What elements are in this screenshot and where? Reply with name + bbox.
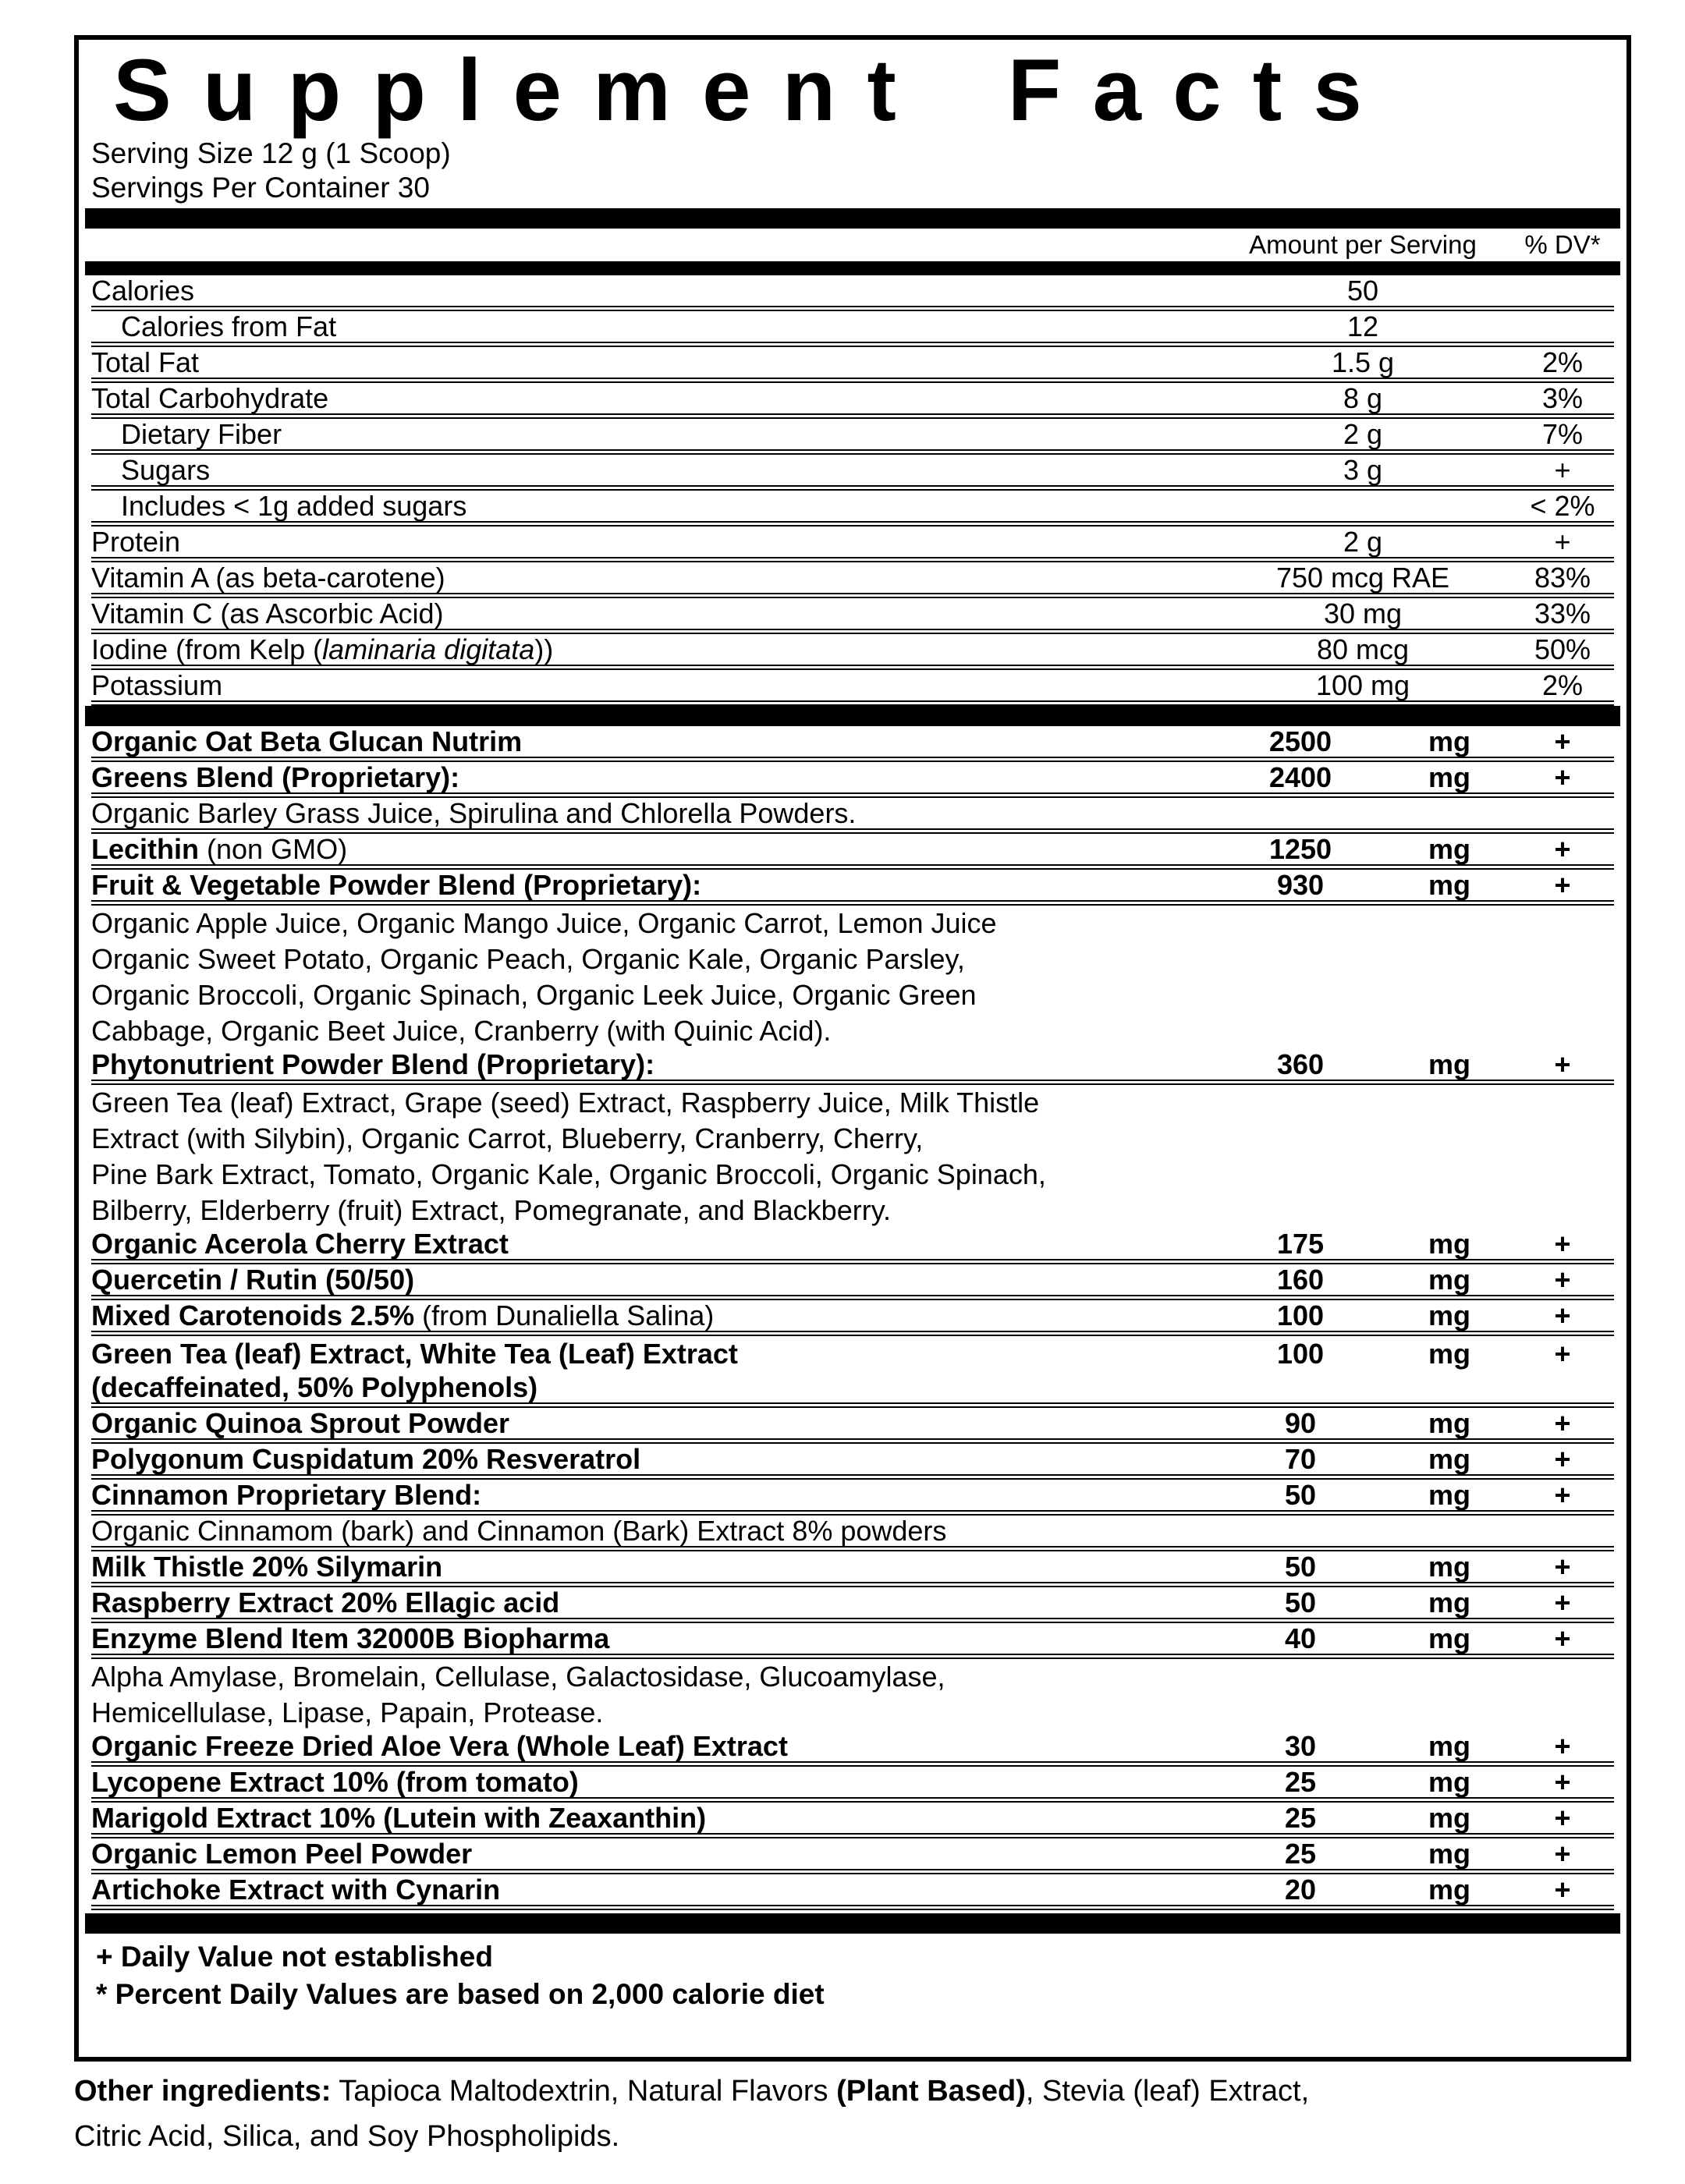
sub-ingredients: Organic Cinnamom (bark) and Cinnamon (Bark) Extract 8% powders (91, 1516, 1614, 1551)
ingredient-unit: mg (1428, 1838, 1470, 1870)
nutrient-name-text: )) (534, 633, 554, 665)
ingredient-unit: mg (1428, 833, 1470, 865)
footnotes (91, 1938, 1614, 2013)
nutrient-name (91, 634, 1215, 665)
ingredient-dv: + (1554, 1264, 1571, 1296)
ingredient-unit: mg (1428, 1479, 1470, 1511)
ingredient-name: Organic Acerola Cherry Extract (91, 1228, 509, 1260)
ingredient-amount: 50 (1284, 1551, 1317, 1583)
ingredient-unit: mg (1428, 1622, 1470, 1654)
nutrient-amount: 100 mg (1315, 669, 1410, 701)
nutrient-amount: 1.5 g (1331, 346, 1395, 378)
nutrient-dv: 2% (1541, 669, 1584, 701)
nutrient-dv (1511, 311, 1614, 342)
footnote-percent-dv: * Percent Daily Values are based on 2,000 calorie diet (96, 1978, 825, 2010)
ingredient-row (91, 1049, 1614, 1085)
sub-ingredients (91, 1085, 1614, 1228)
ingredient-row (91, 1336, 1614, 1372)
ingredient-amount: 930 (1276, 869, 1325, 901)
ingredient-amount: 40 (1284, 1622, 1317, 1654)
ingredient-dv: + (1554, 1802, 1571, 1834)
ingredient-row (91, 1803, 1614, 1838)
ingredient-dv: + (1554, 1838, 1571, 1870)
other-ingredients-line1 (74, 2069, 1478, 2114)
nutrient-amount (1215, 491, 1511, 521)
ingredient-name: Cinnamon Proprietary Blend: (91, 1479, 482, 1511)
ingredient-unit: mg (1428, 1048, 1470, 1080)
ingredient-name-bold: Mixed Carotenoids 2.5% (91, 1299, 415, 1331)
nutrient-dv (1511, 275, 1614, 306)
ingredient-unit: mg (1428, 1338, 1470, 1370)
ingredient-row (91, 1444, 1614, 1480)
sub-ingredients-line: Hemicellulase, Lipase, Papain, Protease. (91, 1696, 604, 1728)
ingredient-row (91, 1623, 1614, 1659)
ingredient-dv: + (1554, 1551, 1571, 1583)
nutrient-dv: < 2% (1530, 490, 1595, 522)
nutrient-row (91, 526, 1614, 562)
ingredient-name-note: (from Dunaliella Salina) (414, 1299, 715, 1331)
ingredient-dv: + (1554, 1622, 1571, 1654)
ingredient-name: Organic Freeze Dried Aloe Vera (Whole Leaf) Extract (91, 1730, 788, 1762)
ingredient-unit: mg (1428, 1264, 1470, 1296)
ingredient-row (91, 870, 1614, 906)
divider-bar (85, 706, 1620, 726)
ingredient-unit: mg (1428, 1407, 1470, 1439)
other-ingredients-label: Other ingredients: (74, 2075, 332, 2108)
nutrient-amount: 8 g (1343, 382, 1383, 414)
ingredient-name: Organic Quinoa Sprout Powder (91, 1407, 510, 1439)
sub-ingredients (91, 906, 1614, 1049)
ingredient-name-bold: Lecithin (91, 833, 200, 865)
ingredient-amount: 20 (1284, 1874, 1317, 1906)
footnote-dv-not-established: + Daily Value not established (96, 1941, 493, 1973)
sub-ingredients-line: Pine Bark Extract, Tomato, Organic Kale, Organic Broccoli, Organic Spinach, (91, 1158, 1046, 1190)
nutrient-name: Includes < 1g added sugars (121, 490, 467, 522)
sub-ingredients-line: Bilberry, Elderberry (fruit) Extract, Pomegranate, and Blackberry. (91, 1194, 892, 1226)
ingredient-name (91, 1300, 1191, 1331)
ingredient-row (91, 726, 1614, 762)
ingredient-dv: + (1554, 725, 1571, 757)
nutrient-amount: 3 g (1343, 454, 1383, 486)
sub-ingredients-line: Cabbage, Organic Beet Juice, Cranberry (with Quinic Acid). (91, 1015, 832, 1047)
ingredient-name (91, 834, 1191, 864)
ingredient-name: Green Tea (leaf) Extract, White Tea (Leaf) Extract (91, 1338, 738, 1370)
divider-bar (85, 1913, 1620, 1934)
nutrient-dv: + (1554, 526, 1571, 558)
ingredient-dv: + (1554, 833, 1571, 865)
ingredient-amount: 70 (1284, 1443, 1317, 1475)
ingredient-amount: 25 (1284, 1802, 1317, 1834)
ingredient-name: Greens Blend (Proprietary): (91, 761, 460, 793)
nutrient-row (91, 275, 1614, 311)
ingredient-row (91, 1767, 1614, 1803)
ingredient-name: Marigold Extract 10% (Lutein with Zeaxanthin) (91, 1802, 707, 1834)
nutrient-dv: 33% (1534, 597, 1591, 629)
ingredient-unit: mg (1428, 1299, 1470, 1331)
divider-bar (85, 208, 1620, 229)
nutrient-name-text: Iodine (from Kelp ( (91, 633, 323, 665)
nutrient-amount: 80 mcg (1316, 633, 1410, 665)
nutrient-row (91, 347, 1614, 383)
ingredient-name: Fruit & Vegetable Powder Blend (Proprietary): (91, 869, 702, 901)
nutrient-name: Vitamin C (as Ascorbic Acid) (91, 597, 444, 629)
ingredient-unit: mg (1428, 1730, 1470, 1762)
ingredient-row (91, 1480, 1614, 1516)
ingredient-dv: + (1554, 1338, 1571, 1370)
ingredient-name: Organic Oat Beta Glucan Nutrim (91, 725, 523, 757)
nutrient-row (91, 634, 1614, 670)
nutrient-name: Total Fat (91, 346, 200, 378)
nutrient-name: Calories from Fat (121, 310, 337, 342)
ingredient-dv: + (1554, 1407, 1571, 1439)
spacer (91, 229, 1215, 261)
ingredient-name-line2: (decaffeinated, 50% Polyphenols) (91, 1372, 1614, 1408)
nutrient-row (91, 670, 1614, 706)
sub-ingredients-line: Alpha Amylase, Bromelain, Cellulase, Galactosidase, Glucoamylase, (91, 1661, 945, 1693)
supplement-facts-panel (74, 35, 1631, 2062)
ingredient-name: Milk Thistle 20% Silymarin (91, 1551, 443, 1583)
ingredient-dv: + (1554, 1299, 1571, 1331)
nutrient-amount: 50 (1346, 275, 1379, 307)
ingredient-name: Organic Lemon Peel Powder (91, 1838, 473, 1870)
ingredient-name: Raspberry Extract 20% Ellagic acid (91, 1587, 560, 1618)
nutrient-name: Dietary Fiber (121, 418, 282, 450)
nutrient-dv: + (1554, 454, 1571, 486)
ingredient-row (91, 1551, 1614, 1587)
nutrient-row (91, 562, 1614, 598)
nutrient-name-latin: laminaria digitata (322, 633, 535, 665)
nutrient-name: Total Carbohydrate (91, 382, 329, 414)
ingredient-unit: mg (1428, 1874, 1470, 1906)
nutrient-dv: 83% (1534, 562, 1591, 594)
nutrient-dv: 2% (1541, 346, 1584, 378)
ingredient-unit: mg (1428, 1443, 1470, 1475)
other-ingredients (74, 2069, 1478, 2159)
ingredient-row (91, 1587, 1614, 1623)
nutrient-dv: 3% (1541, 382, 1584, 414)
ingredient-dv: + (1554, 1874, 1571, 1906)
nutrient-name: Protein (91, 526, 181, 558)
ingredient-unit: mg (1428, 1228, 1470, 1260)
nutrient-row (91, 383, 1614, 419)
ingredient-row (91, 1228, 1614, 1264)
ingredient-dv: + (1554, 869, 1571, 901)
sub-ingredients-line: Green Tea (leaf) Extract, Grape (seed) Extract, Raspberry Juice, Milk Thistle (91, 1087, 1040, 1119)
nutrient-amount: 2 g (1343, 418, 1383, 450)
ingredient-amount: 1250 (1268, 833, 1332, 865)
ingredient-unit: mg (1428, 725, 1470, 757)
ingredient-name-note: (non GMO) (199, 833, 348, 865)
nutrient-row (91, 491, 1614, 526)
ingredient-name: Lycopene Extract 10% (from tomato) (91, 1766, 579, 1798)
other-ingredients-bold: (Plant Based) (836, 2075, 1026, 2108)
ingredient-unit: mg (1428, 1551, 1470, 1583)
ingredient-amount: 160 (1276, 1264, 1325, 1296)
sub-ingredients-line: Organic Sweet Potato, Organic Peach, Organic Kale, Organic Parsley, (91, 943, 965, 975)
sub-ingredients-line: Organic Apple Juice, Organic Mango Juice, Organic Carrot, Lemon Juice (91, 907, 997, 939)
ingredient-row (91, 1874, 1614, 1910)
column-header-row (91, 229, 1614, 261)
nutrient-amount: 750 mcg RAE (1275, 562, 1450, 594)
ingredient-unit: mg (1428, 869, 1470, 901)
ingredient-amount: 30 (1284, 1730, 1317, 1762)
ingredient-dv: + (1554, 1228, 1571, 1260)
serving-size: Serving Size 12 g (1 Scoop) (91, 137, 451, 169)
ingredient-amount: 90 (1284, 1407, 1317, 1439)
ingredient-row (91, 834, 1614, 870)
nutrient-name: Calories (91, 275, 195, 307)
ingredient-name: Enzyme Blend Item 32000B Biopharma (91, 1622, 610, 1654)
ingredient-dv: + (1554, 1443, 1571, 1475)
ingredient-dv: + (1554, 1479, 1571, 1511)
nutrient-name: Sugars (121, 454, 211, 486)
ingredient-dv: + (1554, 761, 1571, 793)
ingredient-name: Phytonutrient Powder Blend (Proprietary): (91, 1048, 655, 1080)
ingredient-row (91, 1408, 1614, 1444)
ingredient-unit: mg (1428, 761, 1470, 793)
ingredient-amount: 2400 (1268, 761, 1332, 793)
ingredient-name: Polygonum Cuspidatum 20% Resveratrol (91, 1443, 641, 1475)
nutrient-name: Vitamin A (as beta-carotene) (91, 562, 445, 594)
other-ingredients-line2: Citric Acid, Silica, and Soy Phospholipids. (74, 2120, 620, 2153)
ingredient-dv: + (1554, 1730, 1571, 1762)
ingredient-row (91, 1264, 1614, 1300)
nutrient-row (91, 455, 1614, 491)
percent-dv-header: % DV* (1524, 230, 1601, 259)
nutrient-row (91, 311, 1614, 347)
ingredient-amount: 50 (1284, 1587, 1317, 1618)
nutrient-dv: 50% (1534, 633, 1591, 665)
sub-ingredients-line: Organic Broccoli, Organic Spinach, Organic Leek Juice, Organic Green (91, 979, 977, 1011)
nutrient-row (91, 598, 1614, 634)
ingredient-dv: + (1554, 1587, 1571, 1618)
ingredient-amount: 100 (1276, 1338, 1325, 1370)
ingredient-row (91, 1300, 1614, 1336)
ingredient-row (91, 1838, 1614, 1874)
other-ingredients-text: , Stevia (leaf) Extract, (1025, 2075, 1310, 2108)
ingredient-amount: 2500 (1268, 725, 1332, 757)
ingredient-unit: mg (1428, 1766, 1470, 1798)
sub-ingredients (91, 1659, 1614, 1731)
sub-ingredients: Organic Barley Grass Juice, Spirulina and Chlorella Powders. (91, 798, 1614, 834)
ingredient-unit: mg (1428, 1802, 1470, 1834)
ingredient-amount: 360 (1276, 1048, 1325, 1080)
ingredient-amount: 100 (1276, 1299, 1325, 1331)
nutrient-amount: 2 g (1343, 526, 1383, 558)
nutrient-amount: 30 mg (1323, 597, 1403, 629)
ingredient-amount: 175 (1276, 1228, 1325, 1260)
panel-title: Supplement Facts (113, 41, 1394, 139)
nutrient-row (91, 419, 1614, 455)
ingredient-dv: + (1554, 1048, 1571, 1080)
ingredient-amount: 25 (1284, 1766, 1317, 1798)
ingredient-row (91, 762, 1614, 798)
ingredient-name: Artichoke Extract with Cynarin (91, 1874, 501, 1906)
divider-bar (85, 261, 1620, 275)
sub-ingredients-line: Extract (with Silybin), Organic Carrot, Blueberry, Cranberry, Cherry, (91, 1122, 924, 1154)
nutrient-amount: 12 (1346, 310, 1379, 342)
ingredient-dv: + (1554, 1766, 1571, 1798)
ingredient-amount: 50 (1284, 1479, 1317, 1511)
nutrient-name: Potassium (91, 669, 223, 701)
ingredient-unit: mg (1428, 1587, 1470, 1618)
servings-per-container: Servings Per Container 30 (91, 172, 430, 204)
other-ingredients-text: Tapioca Maltodextrin, Natural Flavors (331, 2075, 837, 2108)
ingredient-name: Quercetin / Rutin (50/50) (91, 1264, 415, 1296)
ingredient-row (91, 1731, 1614, 1767)
nutrient-dv: 7% (1541, 418, 1584, 450)
amount-per-serving-header: Amount per Serving (1249, 230, 1477, 259)
ingredient-amount: 25 (1284, 1838, 1317, 1870)
